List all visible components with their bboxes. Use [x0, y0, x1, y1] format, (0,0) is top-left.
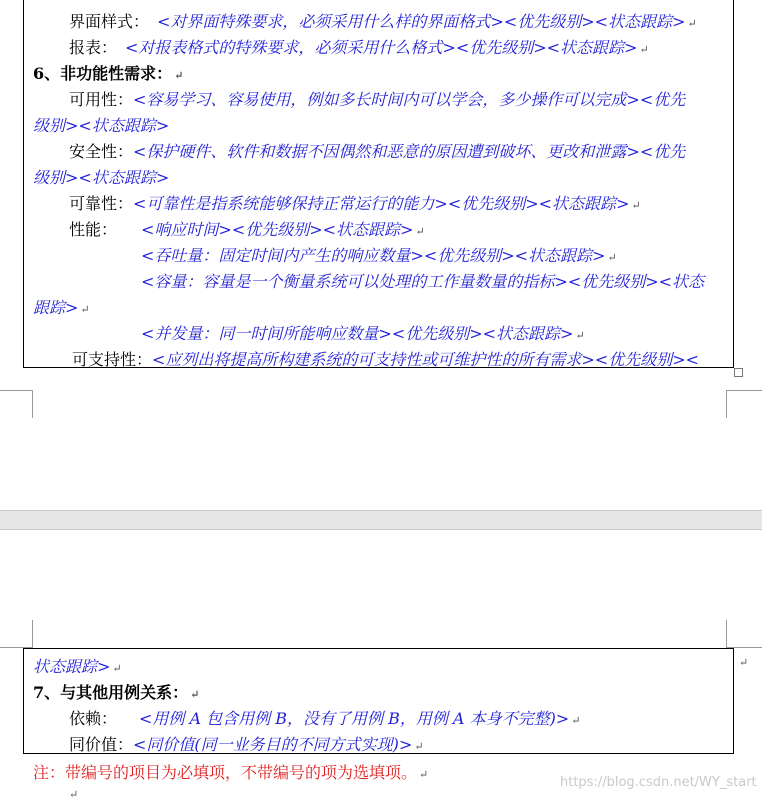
crop-mark-right-h — [726, 390, 762, 391]
crop-mark-left-h — [0, 390, 33, 391]
throughput-row — [141, 243, 617, 266]
response-time-row — [141, 217, 425, 240]
security-value-line1: <保护硬件、软件和数据不因偶然和恶意的原因遭到破坏、更改和泄露><优先 — [133, 142, 686, 161]
supportability-label: 可支持性： — [72, 350, 153, 369]
crop-mark-right-v — [726, 390, 727, 418]
capacity-value-line2: 跟踪> — [33, 298, 79, 317]
paragraph-mark: ↵ — [415, 225, 425, 238]
equivalent-value: <同价值(同一业务目的不同方式实现)> — [133, 735, 413, 754]
supportability-value: <应列出将提高所构建系统的可支持性或可维护性的所有需求><优先级别>< — [152, 350, 700, 369]
paragraph-mark: ↵ — [174, 69, 184, 82]
usability-value-line1: <容易学习、容易使用，例如多长时间内可以学会，多少操作可以完成><优先 — [133, 90, 686, 109]
security-label: 安全性： — [69, 142, 134, 161]
dependency-row — [69, 706, 580, 729]
section7-heading-text: 7、与其他用例关系： — [33, 683, 189, 702]
capacity-row-line2 — [33, 295, 90, 318]
crop-mark-left-v2 — [32, 620, 33, 648]
ui-style-row — [69, 9, 697, 32]
report-row — [69, 35, 649, 58]
ui-style-label: 界面样式： — [69, 12, 150, 31]
page-gap — [0, 510, 762, 530]
section6-heading — [33, 61, 183, 84]
performance-label: 性能： — [69, 220, 118, 239]
concurrency-row — [141, 321, 585, 344]
paragraph-mark: ↵ — [190, 688, 200, 701]
security-row — [69, 139, 685, 162]
reliability-row — [69, 191, 641, 214]
section7-heading — [33, 680, 199, 703]
throughput-value: <吞吐量：固定时间内产生的响应数量><优先级别><状态跟踪> — [141, 246, 606, 265]
reliability-label: 可靠性： — [69, 194, 134, 213]
report-label: 报表： — [69, 38, 118, 57]
note-text: 注：带编号的项目为必填项，不带编号的项为选填项。 — [33, 763, 418, 782]
table-corner-handle[interactable] — [734, 368, 743, 377]
section6-heading-text: 6、非功能性需求： — [33, 64, 173, 83]
paragraph-mark: ↵ — [571, 714, 581, 727]
report-value: <对报表格式的特殊要求，必须采用什么格式><优先级别><状态跟踪> — [125, 38, 638, 57]
crop-mark-right-v2 — [726, 620, 727, 648]
dependency-value: <用例 A 包含用例 B，没有了用例 B，用例 A 本身不完整)> — [139, 709, 570, 728]
reliability-value: <可靠性是指系统能够保持正常运行的能力><优先级别><状态跟踪> — [133, 194, 630, 213]
usability-label: 可用性： — [69, 90, 134, 109]
supportability-row — [72, 347, 699, 370]
empty-paragraph-mark: ↵ — [69, 788, 79, 801]
capacity-value-line1: <容量：容量是一个衡量系统可以处理的工作量数量的指标><优先级别><状态 — [141, 272, 705, 291]
paragraph-mark: ↵ — [419, 768, 429, 781]
paragraph-mark: ↵ — [639, 43, 649, 56]
paragraph-mark: ↵ — [80, 303, 90, 316]
watermark: https://blog.csdn.net/WY_start — [560, 775, 757, 790]
paragraph-mark: ↵ — [414, 740, 424, 753]
ui-style-value: <对界面特殊要求，必须采用什么样的界面格式><优先级别><状态跟踪> — [157, 12, 686, 31]
usability-value-line2: 级别><状态跟踪> — [33, 116, 170, 135]
paragraph-mark: ↵ — [112, 662, 122, 675]
dependency-label: 依赖： — [69, 709, 118, 728]
paragraph-mark: ↵ — [631, 199, 641, 212]
concurrency-value: <并发量：同一时间所能响应数量><优先级别><状态跟踪> — [141, 324, 574, 343]
row-end-mark: ↵ — [739, 656, 749, 669]
crop-mark-left-v — [32, 390, 33, 418]
equivalent-row — [69, 732, 424, 755]
paragraph-mark: ↵ — [687, 17, 697, 30]
paragraph-mark: ↵ — [575, 329, 585, 342]
note-row — [33, 760, 428, 783]
paragraph-mark: ↵ — [607, 251, 617, 264]
usability-row — [69, 87, 685, 110]
continued-value: 状态跟踪> — [33, 657, 111, 676]
response-time-value: <响应时间><优先级别><状态跟踪> — [141, 220, 414, 239]
security-value-line2: 级别><状态跟踪> — [33, 168, 170, 187]
equivalent-label: 同价值： — [69, 735, 134, 754]
continued-row — [33, 654, 122, 677]
